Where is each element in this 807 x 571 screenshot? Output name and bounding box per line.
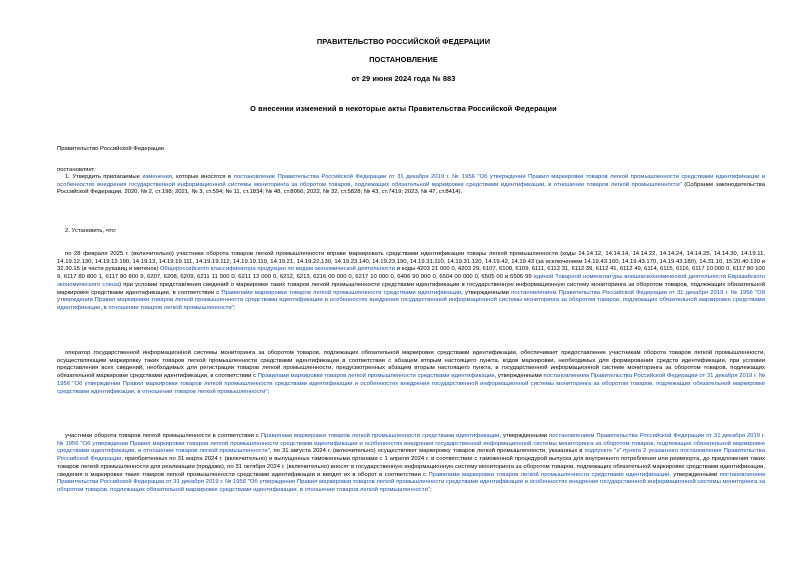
link-tnved-eaeu[interactable]: единой Товарной номенклатуры внешнеэкономической деятельности Евразийского экономического союза — [57, 274, 765, 288]
paragraph-text: участники оборота товаров легкой промышленности в соответствии с — [65, 433, 261, 439]
document-type: ПОСТАНОВЛЕНИЕ — [369, 55, 438, 64]
link-resolution-1956[interactable]: постановлением Правительства Российской Федерации от 31 декабря 2019 г. № 1956 "Об утверждении Правил маркировки товаров легкой промышленности средствами идентификации и особенностях внедрения государственной информационной системы мониторинга за оборотом товаров, подлежащих обязательной маркировке средствами идентификации, в отношении товаров легкой промышленности" — [57, 289, 765, 311]
link-marking-rules[interactable]: Правилами маркировки товаров легкой промышленности средствами идентификации — [428, 471, 670, 478]
paragraph-text: ; — [233, 304, 236, 311]
link-marking-rules[interactable]: Правилами маркировки товаров легкой промышленности средствами идентификации — [221, 289, 462, 296]
paragraph-text: ) при условии представления сведений о маркировке таких товаров легкой промышленности средствами идентификации в государственную информационную систему мониторинга за оборотом товаров, подлежащих обязательной маркировке средствами идентификации, в соответствии с — [57, 281, 765, 296]
paragraph-text: , утвержденными — [494, 373, 544, 380]
paragraph-1 — [57, 174, 765, 197]
link-resolution-1956[interactable]: постановлением Правительства Российской Федерации от 31 декабря 2019 г. № 1956 "Об утверждении Правил маркировки товаров легкой промышленности средствами идентификации и особенностях внедрения государственной информационной системы мониторинга за оборотом товаров, подлежащих обязательной маркировке средствами идентификации, в отношении товаров легкой промышленности" — [57, 471, 766, 493]
link-okpd2-classifier[interactable]: Общероссийского классификатора продукции по видам экономической деятельности — [159, 266, 396, 273]
link-resolution-1956[interactable]: постановление Правительства Российской Федерации от 31 декабря 2019 г. № 1956 "Об утверждении Правил маркировки товаров легкой промышленности средствами идентификации и особенностях внедрения государственной информационной системы мониторинга за оборотом товаров, подлежащих обязательной маркировке средствами идентификации, в отношении товаров легкой промышленности" — [57, 174, 766, 188]
paragraph-text: (Собрание законодательства Российской Федерации, 2020, № 2, ст.198; 2021, № 3, ст.594; № 11, ст.1834; № 48, ст.8066; 2022, № 32, ст.5828; № 43, ст.7419; 2023, № 47, ст.8414). — [57, 181, 765, 196]
paragraph-4 — [57, 350, 765, 396]
paragraph-text: ; — [267, 388, 270, 395]
government-heading: ПРАВИТЕЛЬСТВО РОССИЙСКОЙ ФЕДЕРАЦИИ — [316, 37, 491, 46]
decides-line: постановляет: — [57, 167, 96, 173]
link-subparagraph-z[interactable]: подпункте "з" пункта 2 указанного постановления Правительства Российской Федерации — [57, 448, 765, 463]
paragraph-2: 2. Установить, что: — [65, 228, 117, 234]
issuer-line: Правительство Российской Федерации — [57, 146, 165, 152]
document-date-number: от 29 июня 2024 года № 883 — [351, 74, 456, 83]
paragraph-text: 1. Утвердить прилагаемые — [65, 174, 143, 180]
link-resolution-1956[interactable]: постановлением Правительства Российской Федерации от 31 декабря 2019 г. № 1956 "Об утверждении Правил маркировки товаров легкой промышленности средствами идентификации и особенностях внедрения государственной информационной системы мониторинга за оборотом товаров, подлежащих обязательной маркировке средствами идентификации, в отношении товаров легкой промышленности" — [57, 373, 766, 395]
paragraph-text: ; — [429, 486, 432, 493]
paragraph-text: по 28 февраля 2025 г. (включительно) участники оборота товаров легкой промышленности вправе маркировать средствами идентификации товары легкой промышленности (коды 14.14.12, 14.14.14, 14.14.22, 14.14.24, 14.14.25, 14.14.30, 14.19.11, 14.19.12.130, 14.19.12.190, 14.19.13, 14.19.19.111, 14.19.19.112, 14.19.19.119, 14.19.21, 14.19.22.130, 14.19.23.140, 14.19.23.190, 14.19.31.110, 14.19.31.120, 14.19.42, 14.19.43 (за исключением 14.19.43.160, 14.19.43.170, 14.19.43.180), 14.31.10, 15.20.40.130 и 32.30.15 (в части рукавиц и митенок) — [57, 251, 765, 273]
link-marking-rules[interactable]: Правилами маркировки товаров легкой промышленности средствами идентификации — [260, 433, 500, 439]
paragraph-text: и коды 4203 21 000 0, 4203 29, 6107, 6108, 6109, 6111, 6112 31, 6112 39, 6112 41, 6112 49, 6114, 6115, 6116, 6117 10 000 0, 6117 80 100 9, 6117 80 800 1, 6117 80 800 9, 6207, 6208, 6209, 6211 11 000 0, 6211 12 000 0, 6212, 6213, 6216 00 000 0, 6217 10 000 0, 6406 90 900 0, 6504 00 000 0, 6505 00 и 6506 99 — [57, 266, 765, 281]
paragraph-text: оператор государственной информационной системы мониторинга за оборотом товаров, подлежащих обязательной маркировке средствами идентификации, обеспечивает предоставление участникам оборота товаров легкой промышленности, осуществляющим маркировку таких товаров легкой промышленности средствами идентификации в соответствии с абзацем вторым настоящего пункта, кодов маркировки, необходимых для формирования средств идентификации, при условии представления всех сведений, необходимых для регистрации товаров легкой промышленности, предусмотренных абзацем вторым настоящего пункта, в государственной информационной системе мониторинга за оборотом товаров, подлежащих обязательной маркировке средствами идентификации, в соответствии с — [57, 350, 765, 380]
paragraph-text: , утвержденными — [499, 433, 550, 439]
document-title: О внесении изменений в некоторые акты Правительства Российской Федерации — [250, 104, 557, 113]
link-changes[interactable]: изменения — [142, 174, 172, 180]
paragraph-text: , утвержденными — [461, 289, 512, 296]
paragraph-text: , которые вносятся в — [171, 174, 234, 180]
paragraph-3 — [57, 251, 765, 313]
link-resolution-1956[interactable]: постановлением Правительства Российской Федерации от 31 декабря 2019 г. № 1956 "Об утверждении Правил маркировки товаров легкой промышленности средствами идентификации и особенностях внедрения государственной информационной системы мониторинга за оборотом товаров, подлежащих обязательной маркировке средствами идентификации, в отношении товаров легкой промышленности" — [57, 433, 765, 455]
paragraph-text: , по 31 августа 2024 г. (включительно) осуществляют маркировку товаров легкой промышленности, указанных в — [269, 448, 585, 455]
link-marking-rules[interactable]: Правилами маркировки товаров легкой промышленности средствами идентификации — [257, 373, 495, 380]
paragraph-text: , утвержденными — [669, 471, 720, 478]
paragraph-5 — [57, 433, 765, 495]
paragraph-text: , приобретенных по 31 марта 2024 г. (включительно) и выпущенных таможенными органами с 1 апреля 2024 г. в соответствии с таможенной процедурой выпуска для внутреннего потребления или реимпорта, до предложения таких товаров легкой промышленности для реализации (продажи), по 31 октября 2024 г. (включительно) вносят в государственную информационную систему мониторинга за оборотом товаров, подлежащих обязательной маркировке средствами идентификации, сведения о маркировке таких товаров легкой промышленности средствами идентификации и вводят их в оборот в соответствии с — [57, 456, 765, 478]
